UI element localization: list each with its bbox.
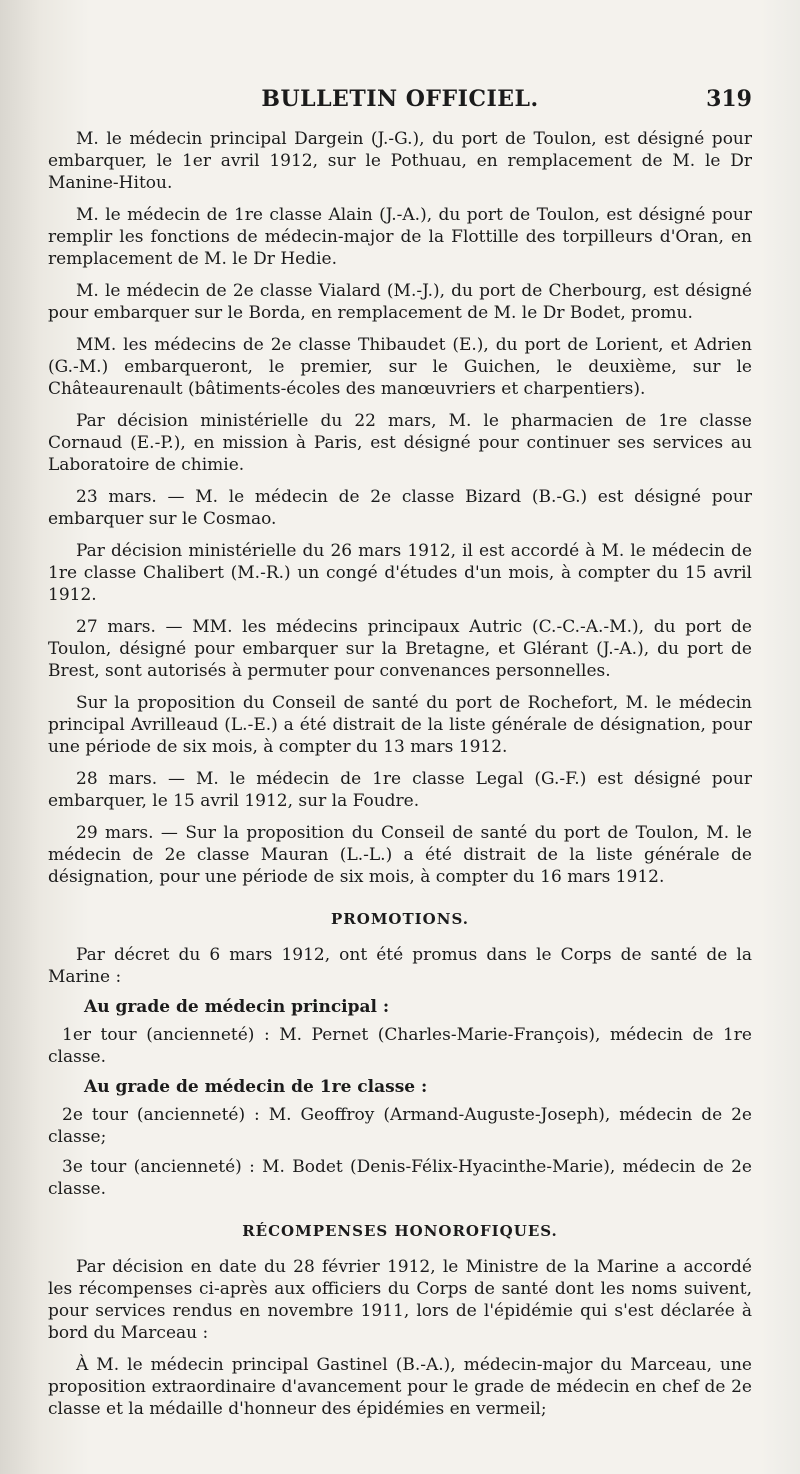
section-heading-recompenses: RÉCOMPENSES HONOROFIQUES. (242, 1222, 558, 1240)
paragraph: M. le médecin de 1re classe Alain (J.-A.), du port de Toulon, est désigné pour remplir les fonctions de médecin-major de la Flottille des torpilleurs d'Oran, en remplacement de M. le Dr Hedie. (48, 205, 752, 269)
paragraph: 29 mars. — Sur la proposition du Conseil de santé du port de Toulon, M. le médecin de 2e classe Mauran (L.-L.) a été distrait de la liste générale de désignation, pour une période de six mois, à compter du 16 mars 1912. (48, 823, 752, 887)
page-number: 319 (706, 86, 752, 112)
paragraph: MM. les médecins de 2e classe Thibaudet (E.), du port de Lorient, et Adrien (G.-M.) embarqueront, le premier, sur le Guichen, le deuxième, sur le Châteaurenault (bâtiments-écoles des manœuvriers et charpentiers). (48, 335, 752, 399)
paragraph: 27 mars. — MM. les médecins principaux Autric (C.-C.-A.-M.), du port de Toulon, désigné pour embarquer sur la Bretagne, et Glérant (J.-A.), du port de Brest, sont autorisés à permuter pour convenances personnelles. (48, 617, 752, 681)
grade-heading: Au grade de médecin principal : (84, 997, 390, 1017)
promotion-item: 2e tour (ancienneté) : M. Geoffroy (Armand-Auguste-Joseph), médecin de 2e classe; (48, 1105, 752, 1147)
grade-heading: Au grade de médecin de 1re classe : (84, 1077, 428, 1097)
paragraph: M. le médecin principal Dargein (J.-G.), du port de Toulon, est désigné pour embarquer, le 1er avril 1912, sur le Pothuau, en remplacement de M. le Dr Manine-Hitou. (48, 129, 752, 193)
paragraph: Sur la proposition du Conseil de santé du port de Rochefort, M. le médecin principal Avrilleaud (L.-E.) a été distrait de la liste générale de désignation, pour une période de six mois, à compter du 13 mars 1912. (48, 693, 752, 757)
paragraph: Par décision ministérielle du 22 mars, M. le pharmacien de 1re classe Cornaud (E.-P.), en mission à Paris, est désigné pour continuer ses services au Laboratoire de chimie. (48, 411, 752, 475)
promotion-item: 3e tour (ancienneté) : M. Bodet (Denis-Félix-Hyacinthe-Marie), médecin de 2e classe. (48, 1157, 752, 1199)
paragraph: M. le médecin de 2e classe Vialard (M.-J.), du port de Cherbourg, est désigné pour embarquer sur le Borda, en remplacement de M. le Dr Bodet, promu. (48, 281, 752, 323)
section-heading-promotions: PROMOTIONS. (331, 910, 469, 928)
paragraph: 23 mars. — M. le médecin de 2e classe Bizard (B.-G.) est désigné pour embarquer sur le Cosmao. (48, 487, 752, 529)
document-body (48, 128, 752, 1430)
page-header (48, 86, 752, 116)
promotion-item: 1er tour (ancienneté) : M. Pernet (Charles-Marie-François), médecin de 1re classe. (48, 1025, 752, 1067)
paragraph: 28 mars. — M. le médecin de 1re classe Legal (G.-F.) est désigné pour embarquer, le 15 avril 1912, sur la Foudre. (48, 769, 752, 811)
paragraph: À M. le médecin principal Gastinel (B.-A.), médecin-major du Marceau, une proposition extraordinaire d'avancement pour le grade de médecin en chef de 2e classe et la médaille d'honneur des épidémies en vermeil; (48, 1355, 752, 1419)
paragraph: Par décret du 6 mars 1912, ont été promus dans le Corps de santé de la Marine : (48, 945, 752, 987)
page-title: BULLETIN OFFICIEL. (261, 86, 539, 112)
paragraph: Par décision en date du 28 février 1912, le Ministre de la Marine a accordé les récompenses ci-après aux officiers du Corps de santé dont les noms suivent, pour services rendus en novembre 1911, lors de l'épidémie qui s'est déclarée à bord du Marceau : (48, 1257, 752, 1343)
paragraph: Par décision ministérielle du 26 mars 1912, il est accordé à M. le médecin de 1re classe Chalibert (M.-R.) un congé d'études d'un mois, à compter du 15 avril 1912. (48, 541, 752, 605)
